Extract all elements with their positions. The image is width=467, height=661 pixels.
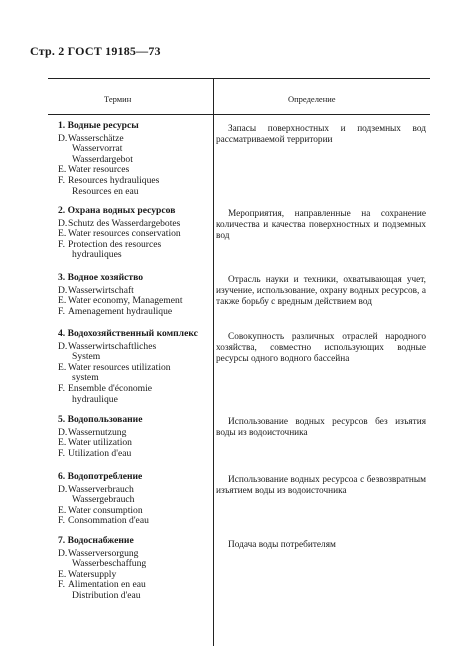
language-code: E.: [58, 295, 67, 307]
term-translation-line: [58, 187, 218, 198]
term-title: 5. Водопользование: [58, 414, 143, 425]
translation-text: Water economy, Management: [68, 295, 183, 307]
language-code: F.: [58, 579, 65, 591]
definition-text: Совокупность различных отраслей народного хозяйства, совместно использующих водные ресурсы одного водного бассейна: [216, 332, 426, 364]
language-code: F.: [58, 382, 65, 394]
term-title: 6. Водопотребление: [58, 471, 143, 482]
term-title: 4. Водохозяйственный комплекс: [58, 328, 198, 339]
translation-text: Water consumption: [68, 504, 143, 516]
language-code: E.: [58, 437, 67, 449]
term-title: 1. Водные ресурсы: [58, 120, 139, 131]
standard-number: ГОСТ 19185—73: [67, 44, 161, 58]
translation-text: Wasserbeschaffung: [72, 558, 147, 570]
term-entry: [58, 273, 218, 317]
translation-text: Utilization d'eau: [68, 447, 132, 459]
term-entry: [58, 415, 218, 459]
translation-text: system: [72, 372, 99, 384]
translation-text: Resources hydrauliques: [68, 174, 160, 186]
page-number: Стр. 2: [30, 44, 65, 58]
term-entry: [58, 536, 218, 602]
table-top-rule: [48, 78, 430, 79]
translation-text: Schutz des Wasserdargebotes: [68, 217, 181, 229]
language-code: E.: [58, 504, 67, 516]
term-translation-line: [58, 250, 218, 261]
term-translation-line: [58, 307, 218, 318]
language-code: E.: [58, 164, 67, 176]
translation-text: Alimentation en eau: [68, 579, 146, 591]
translation-text: Wassernutzung: [68, 426, 127, 438]
term-entry: [58, 472, 218, 527]
translation-text: hydrauliques: [72, 249, 122, 261]
language-code: D.: [58, 132, 68, 144]
language-code: F.: [58, 174, 65, 186]
language-code: D.: [58, 284, 68, 296]
page-header: [30, 44, 161, 59]
translation-text: Water resources utilization: [68, 361, 171, 373]
translation-text: Wasserverbrauch: [68, 483, 134, 495]
definition-text: Подача воды потребителям: [228, 540, 336, 550]
translation-text: Consommation d'eau: [68, 515, 149, 527]
translation-text: Wasserwirtschaftliches: [68, 340, 157, 352]
definition-text: Использование водных ресурсоа с безвозвратным изъятием воды из водоисточника: [216, 475, 426, 496]
language-code: E.: [58, 228, 67, 240]
translation-text: Wasserwirtschaft: [68, 284, 134, 296]
language-code: F.: [58, 447, 65, 459]
term-translation-line: [58, 449, 218, 460]
language-code: E.: [58, 568, 67, 580]
translation-text: Amenagement hydraulique: [68, 305, 173, 317]
language-code: D.: [58, 340, 68, 352]
translation-text: Water resources conservation: [68, 228, 181, 240]
term-entry: [58, 121, 218, 197]
language-code: E.: [58, 361, 67, 373]
translation-text: Resources en eau: [72, 185, 139, 197]
translation-text: Wassergebrauch: [72, 494, 135, 506]
language-code: D.: [58, 426, 68, 438]
translation-text: hydraulique: [72, 393, 118, 405]
definition-text: Отрасль науки и техники, охватывающая учет, изучение, использование, охрану водных ресурсов, а также борьбу с вредным действием вод: [216, 275, 426, 307]
definition-text: Мероприятия, направленные на сохранение количества и качества поверхностных и подземных вод: [216, 209, 426, 241]
column-header-definition: Определение: [288, 94, 336, 104]
term-translation-line: [58, 516, 218, 527]
table-header-rule: [48, 114, 430, 115]
translation-text: Water resources: [68, 164, 130, 176]
language-code: F.: [58, 515, 65, 527]
term-title: 3. Водное хозяйство: [58, 272, 144, 283]
definition-text: Запасы поверхностных и подземных вод рассматриваемой территории: [216, 124, 426, 145]
language-code: F.: [58, 238, 65, 250]
translation-text: Wasservorrat: [72, 143, 123, 155]
translation-text: Wasserdargebot: [72, 153, 133, 165]
translation-text: Wasserschätze: [68, 132, 124, 144]
translation-text: Protection des resources: [68, 238, 162, 250]
language-code: D.: [58, 217, 68, 229]
term-entry: [58, 206, 218, 261]
terms-table: [48, 78, 430, 646]
translation-text: Wasserversorgung: [68, 547, 139, 559]
term-entry: [58, 329, 218, 405]
term-translation-line: [58, 395, 218, 406]
term-translation-line: [58, 591, 218, 602]
definition-text: Использование водных ресурсов без изъятия воды из водоисточника: [216, 417, 426, 438]
translation-text: Distribution d'eau: [72, 589, 141, 601]
term-title: 7. Водоснабжение: [58, 535, 134, 546]
language-code: F.: [58, 305, 65, 317]
column-header-term: Термин: [104, 94, 132, 104]
translation-text: System: [72, 351, 101, 363]
translation-text: Ensemble d'économie: [68, 382, 153, 394]
translation-text: Water utilization: [68, 437, 132, 449]
language-code: D.: [58, 547, 68, 559]
translation-text: Watersupply: [68, 568, 117, 580]
term-title: 2. Охрана водных ресурсов: [58, 205, 176, 216]
language-code: D.: [58, 483, 68, 495]
